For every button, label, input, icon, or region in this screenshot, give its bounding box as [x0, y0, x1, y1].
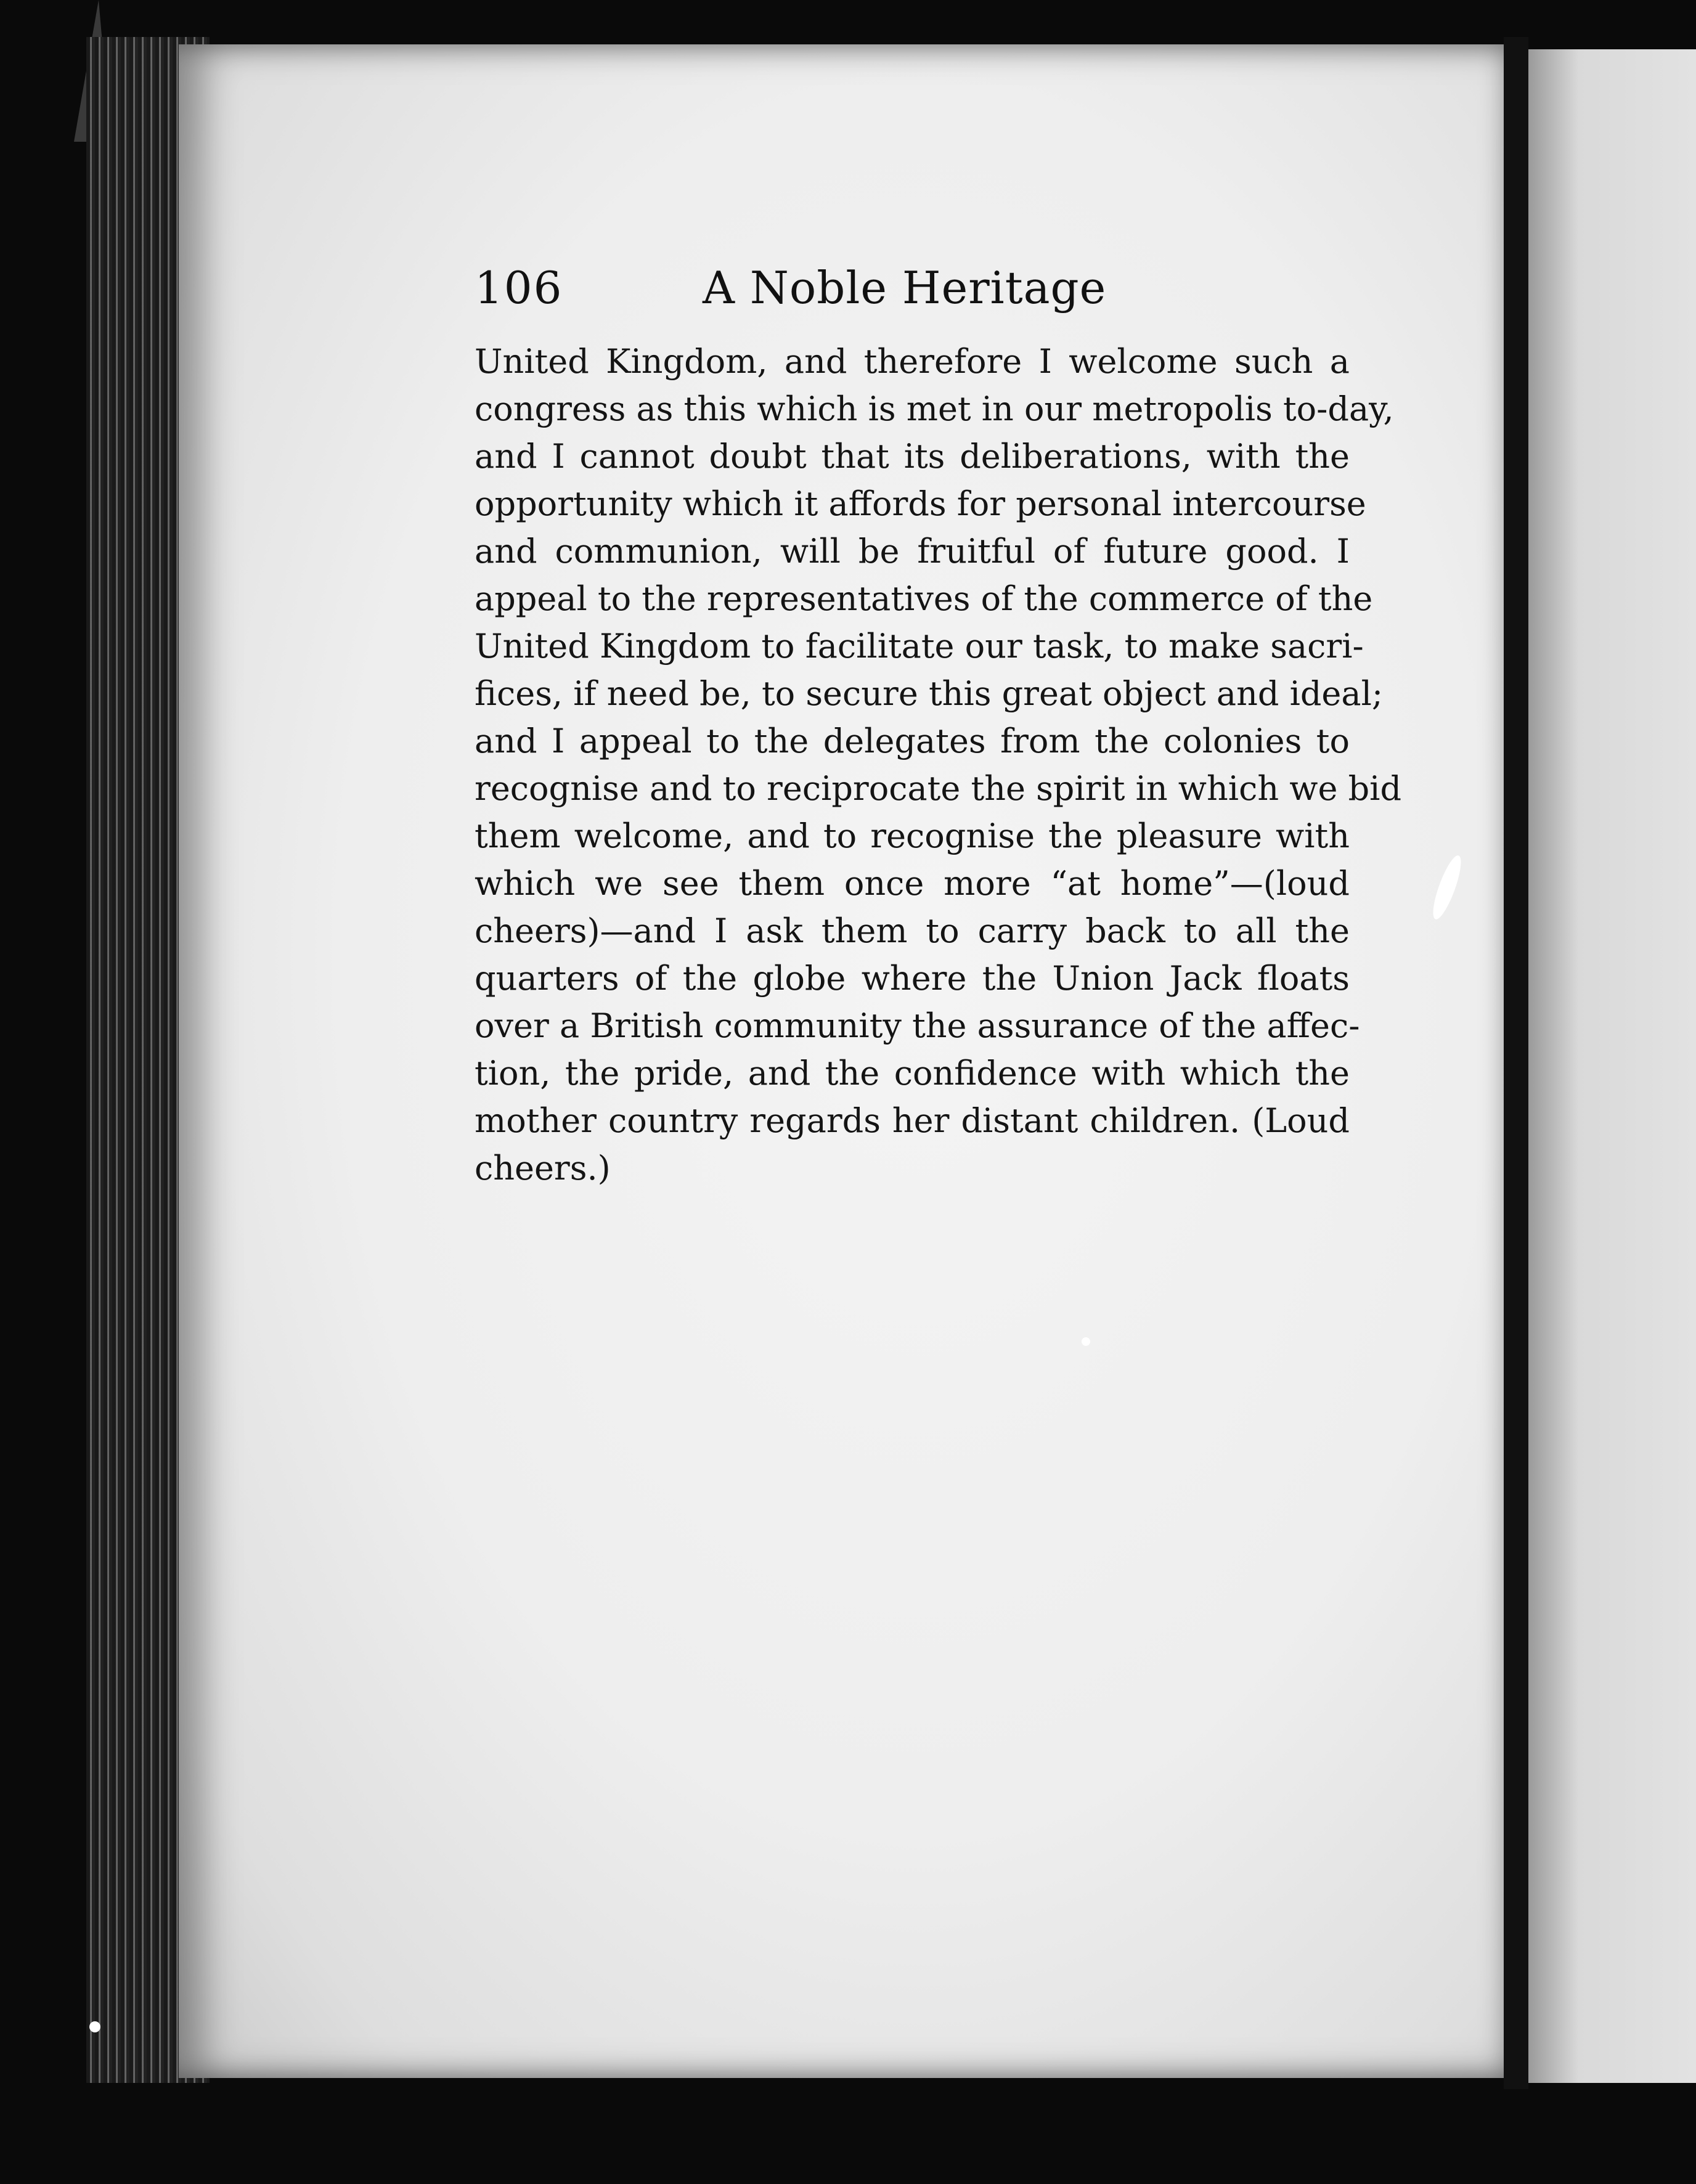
running-title: A Noble Heritage — [703, 262, 1107, 314]
text-line: tion, the pride, and the confidence with which the — [475, 1054, 1350, 1093]
text-line: and I cannot doubt that its deliberations, with the — [475, 437, 1350, 476]
text-line: and I appeal to the delegates from the colonies to — [475, 722, 1350, 760]
text-line: appeal to the representatives of the commerce of the — [475, 579, 1373, 618]
text-line: which we see them once more “at home”—(loud — [475, 864, 1350, 903]
book-gutter — [1504, 37, 1528, 2089]
text-line: congress as this which is met in our metropolis to-day, — [475, 389, 1394, 428]
facing-page-edge — [1528, 49, 1696, 2083]
text-line: cheers)—and I ask them to carry back to all the — [475, 911, 1350, 950]
scan-speck — [89, 2021, 100, 2032]
running-head — [475, 262, 1350, 324]
text-line: fices, if need be, to secure this great object and ideal; — [475, 674, 1384, 713]
scan-speck — [1082, 1337, 1090, 1346]
text-line: them welcome, and to recognise the pleasure with — [475, 817, 1350, 855]
text-line: United Kingdom to facilitate our task, to make sacri- — [475, 627, 1364, 666]
text-line: United Kingdom, and therefore I welcome such a — [475, 342, 1350, 381]
text-line: over a British community the assurance of the affec- — [475, 1006, 1360, 1045]
text-line: cheers.) — [475, 1149, 611, 1188]
body-text — [475, 338, 1402, 1192]
text-line: opportunity which it affords for personal intercourse — [475, 484, 1366, 523]
page-number: 106 — [475, 262, 563, 314]
text-line: recognise and to reciprocate the spirit in which we bid — [475, 769, 1402, 808]
text-line: quarters of the globe where the Union Jack floats — [475, 959, 1350, 998]
text-line: and communion, will be fruitful of future good. I — [475, 532, 1350, 571]
text-line: mother country regards her distant children. (Loud — [475, 1101, 1350, 1140]
